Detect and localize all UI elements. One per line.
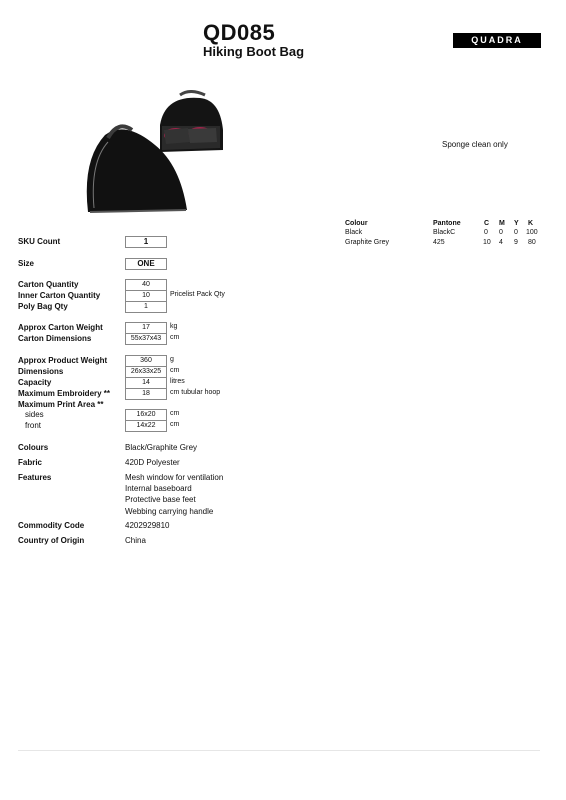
footer-divider [18,750,540,751]
table-header-colour: Colour [345,220,368,227]
table-cell: 80 [528,239,536,246]
carton-dimensions-value: 55x37x43 [125,333,167,345]
carton-dimensions-label: Carton Dimensions [18,334,92,343]
table-header-k: K [528,220,534,227]
colours-value: Black/Graphite Grey [125,443,198,452]
print-front-unit: cm [170,421,180,428]
table-cell: Graphite Grey [345,239,389,246]
carton-dimensions-unit: cm [170,334,180,341]
inner-carton-note: Pricelist Pack Qty [170,291,225,298]
capacity-label: Capacity [18,378,52,387]
print-sides-unit: cm [170,410,180,417]
brand-logo: QUADRA [453,33,541,48]
product-name: Hiking Boot Bag [203,44,305,59]
table-cell: 100 [526,229,538,236]
table-header-pantone: Pantone [433,220,461,227]
poly-bag-qty-value: 1 [125,301,167,313]
table-cell: 0 [484,229,488,236]
table-cell: 9 [514,239,518,246]
table-header-y: Y [514,220,519,227]
feature-item: Internal baseboard [125,484,192,493]
feature-item: Protective base feet [125,495,196,504]
feature-item: Webbing carrying handle [125,507,214,516]
dimensions-unit: cm [170,367,180,374]
inner-carton-quantity-value: 10 [125,290,167,302]
max-embroidery-unit: cm tubular hoop [170,389,221,396]
table-cell: 0 [514,229,518,236]
carton-weight-value: 17 [125,322,167,334]
fabric-value: 420D Polyester [125,458,180,467]
features-label: Features [18,473,52,482]
print-sides-label: sides [25,410,44,419]
dimensions-label: Dimensions [18,367,64,376]
size-label: Size [18,259,35,268]
table-cell: 425 [433,239,445,246]
max-embroidery-value: 18 [125,388,167,400]
carton-weight-unit: kg [170,323,178,330]
table-header-m: M [499,220,505,227]
print-front-value: 14x22 [125,420,167,432]
carton-quantity-value: 40 [125,279,167,291]
product-weight-unit: g [170,356,174,363]
table-cell: Black [345,229,363,236]
print-sides-value: 16x20 [125,409,167,421]
product-weight-value: 360 [125,355,167,367]
poly-bag-qty-label: Poly Bag Qty [18,302,68,311]
product-code: QD085 [203,20,276,45]
product-weight-label: Approx Product Weight [18,356,108,365]
sku-count-value: 1 [125,236,167,248]
size-value: ONE [125,258,167,270]
commodity-code-value: 4202929810 [125,521,170,530]
print-front-label: front [25,421,42,430]
care-instructions: Sponge clean only [442,140,508,149]
sku-count-label: SKU Count [18,237,61,246]
table-cell: 0 [499,229,503,236]
carton-weight-label: Approx Carton Weight [18,323,103,332]
country-of-origin-value: China [125,536,146,545]
capacity-unit: litres [170,378,185,385]
commodity-code-label: Commodity Code [18,521,85,530]
country-of-origin-label: Country of Origin [18,536,85,545]
inner-carton-quantity-label: Inner Carton Quantity [18,291,101,300]
capacity-value: 14 [125,377,167,389]
table-cell: BlackC [433,229,456,236]
product-image [80,90,230,220]
carton-quantity-label: Carton Quantity [18,280,79,289]
max-print-area-label: Maximum Print Area ** [18,400,104,409]
colours-label: Colours [18,443,49,452]
max-embroidery-label: Maximum Embroidery ** [18,389,111,398]
table-cell: 10 [483,239,491,246]
fabric-label: Fabric [18,458,43,467]
table-cell: 4 [499,239,503,246]
dimensions-value: 26x33x25 [125,366,167,378]
table-header-c: C [484,220,490,227]
feature-item: Mesh window for ventilation [125,473,224,482]
